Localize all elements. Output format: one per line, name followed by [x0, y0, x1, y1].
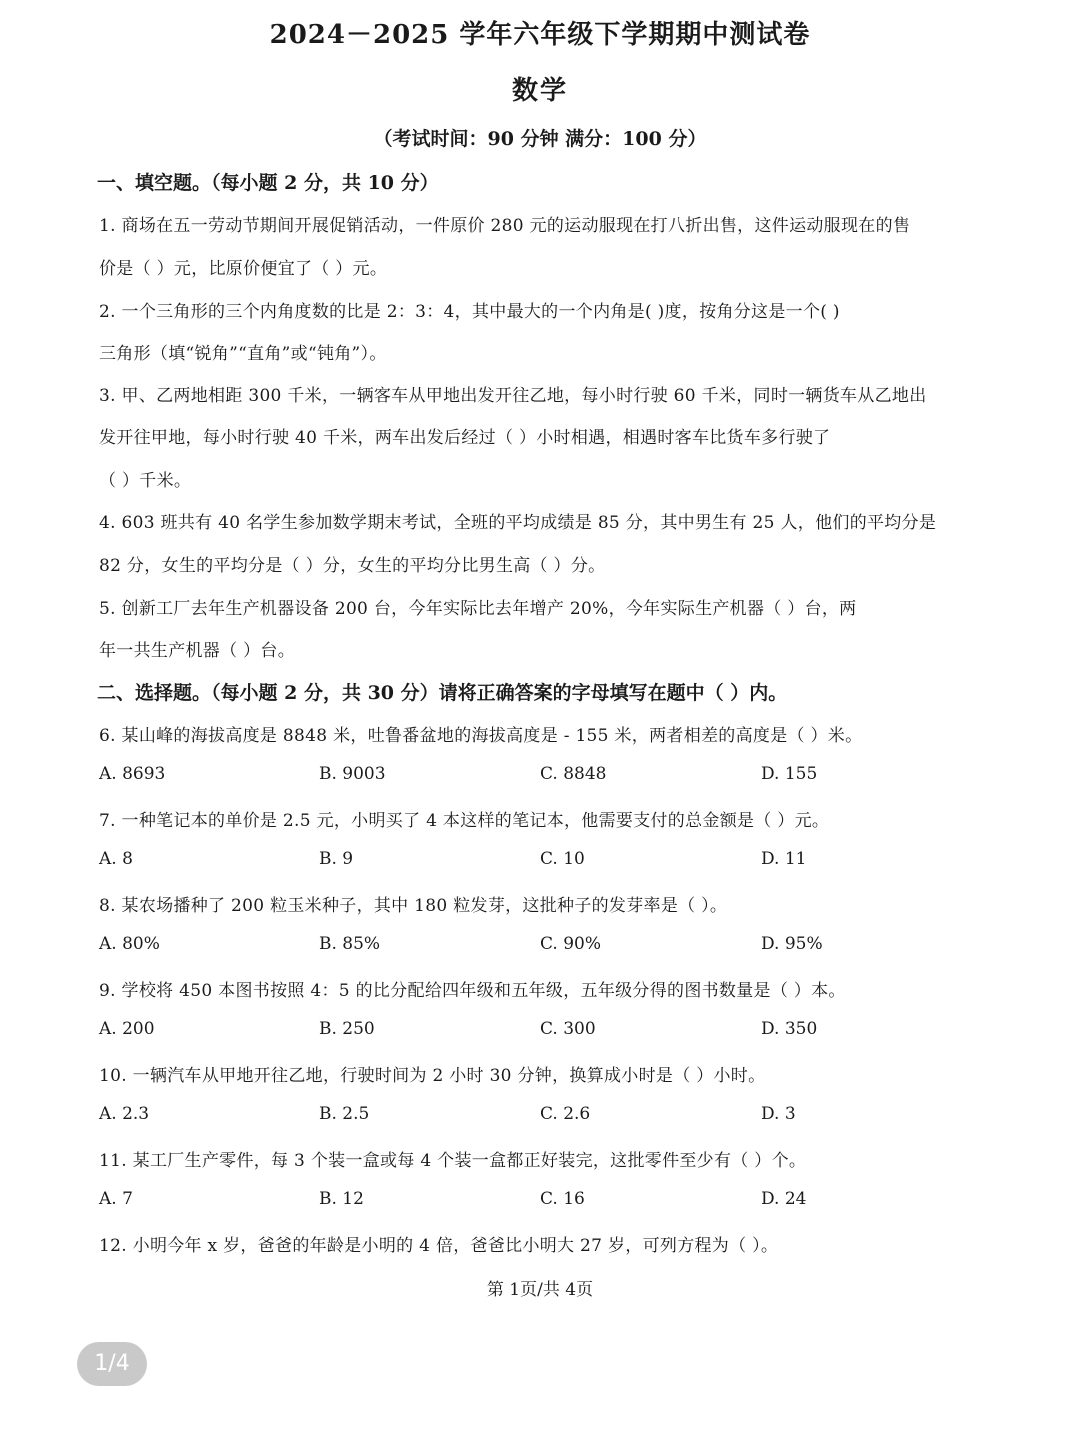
question-6: 6. 某山峰的海拔高度是 8848 米，吐鲁番盆地的海拔高度是 - 155 米，两者相差的高度是（ ）米。: [99, 726, 863, 746]
question-8-option-d: D. 95%: [761, 934, 823, 954]
question-11: 11. 某工厂生产零件，每 3 个装一盒或每 4 个装一盒都正好装完，这批零件至少有（ ）个。: [99, 1151, 807, 1171]
question-1-line-2: 价是（ ）元，比原价便宜了（ ）元。: [99, 259, 388, 279]
question-11-option-a: A. 7: [99, 1189, 133, 1209]
question-7: 7. 一种笔记本的单价是 2.5 元，小明买了 4 本这样的笔记本，他需要支付的总金额是（ ）元。: [99, 811, 830, 831]
section-1-heading: 一、填空题。（每小题 2 分，共 10 分）: [97, 172, 439, 194]
question-3-line-3: （ ）千米。: [99, 471, 192, 491]
question-10-option-d: D. 3: [761, 1104, 796, 1124]
question-9-option-c: C. 300: [540, 1019, 596, 1039]
page-indicator-badge: 1/4: [77, 1342, 147, 1386]
question-11-option-b: B. 12: [319, 1189, 364, 1209]
question-5-line-2: 年一共生产机器（ ）台。: [99, 641, 296, 661]
question-9-option-b: B. 250: [319, 1019, 375, 1039]
question-11-option-d: D. 24: [761, 1189, 807, 1209]
question-2-line-1: 2. 一个三角形的三个内角度数的比是 2：3：4，其中最大的一个内角是( )度，按角分这是一个( ): [99, 302, 840, 322]
question-6-option-d: D. 155: [761, 764, 818, 784]
question-6-option-a: A. 8693: [99, 764, 166, 784]
question-9-option-d: D. 350: [761, 1019, 818, 1039]
page-footer: 第 1页/共 4页: [486, 1280, 594, 1300]
question-6-option-b: B. 9003: [319, 764, 386, 784]
question-12: 12. 小明今年 x 岁，爸爸的年龄是小明的 4 倍，爸爸比小明大 27 岁，可列方程为（ ）。: [99, 1236, 779, 1256]
subject-title: 数学: [511, 76, 568, 106]
section-2-heading: 二、选择题。（每小题 2 分，共 30 分）请将正确答案的字母填写在题中（ ）内。: [97, 682, 788, 704]
exam-info: （考试时间：90 分钟 满分：100 分）: [373, 128, 707, 150]
question-5-line-1: 5. 创新工厂去年生产机器设备 200 台，今年实际比去年增产 20%，今年实际生产机器（ ）台，两: [99, 599, 857, 619]
exam-title: 2024－2025 学年六年级下学期期中测试卷: [269, 20, 811, 50]
question-8-option-b: B. 85%: [319, 934, 381, 954]
question-10-option-a: A. 2.3: [99, 1104, 150, 1124]
question-2-line-2: 三角形（填“锐角”“直角”或“钝角”）。: [99, 344, 387, 364]
question-4-line-2: 82 分，女生的平均分是（ ）分，女生的平均分比男生高（ ）分。: [99, 556, 606, 576]
question-10-option-c: C. 2.6: [540, 1104, 591, 1124]
question-7-option-c: C. 10: [540, 849, 585, 869]
question-4-line-1: 4. 603 班共有 40 名学生参加数学期末考试，全班的平均成绩是 85 分，其中男生有 25 人，他们的平均分是: [99, 513, 937, 533]
question-7-option-a: A. 8: [99, 849, 133, 869]
question-10-option-b: B. 2.5: [319, 1104, 370, 1124]
question-9-option-a: A. 200: [99, 1019, 155, 1039]
question-10: 10. 一辆汽车从甲地开往乙地，行驶时间为 2 小时 30 分钟，换算成小时是（ ）小时。: [99, 1066, 766, 1086]
question-6-option-c: C. 8848: [540, 764, 607, 784]
question-11-option-c: C. 16: [540, 1189, 585, 1209]
question-8: 8. 某农场播种了 200 粒玉米种子，其中 180 粒发芽，这批种子的发芽率是（ ）。: [99, 896, 728, 916]
question-7-option-d: D. 11: [761, 849, 807, 869]
question-9: 9. 学校将 450 本图书按照 4：5 的比分配给四年级和五年级，五年级分得的图书数量是（ ）本。: [99, 981, 846, 1001]
question-3-line-2: 发开往甲地，每小时行驶 40 千米，两车出发后经过（ ）小时相遇，相遇时客车比货车多行驶了: [99, 428, 831, 448]
question-7-option-b: B. 9: [319, 849, 354, 869]
question-8-option-c: C. 90%: [540, 934, 601, 954]
question-3-line-1: 3. 甲、乙两地相距 300 千米，一辆客车从甲地出发开往乙地，每小时行驶 60 千米，同时一辆货车从乙地出: [99, 386, 927, 406]
question-8-option-a: A. 80%: [99, 934, 160, 954]
question-1-line-1: 1. 商场在五一劳动节期间开展促销活动，一件原价 280 元的运动服现在打八折出售，这件运动服现在的售: [99, 216, 911, 236]
